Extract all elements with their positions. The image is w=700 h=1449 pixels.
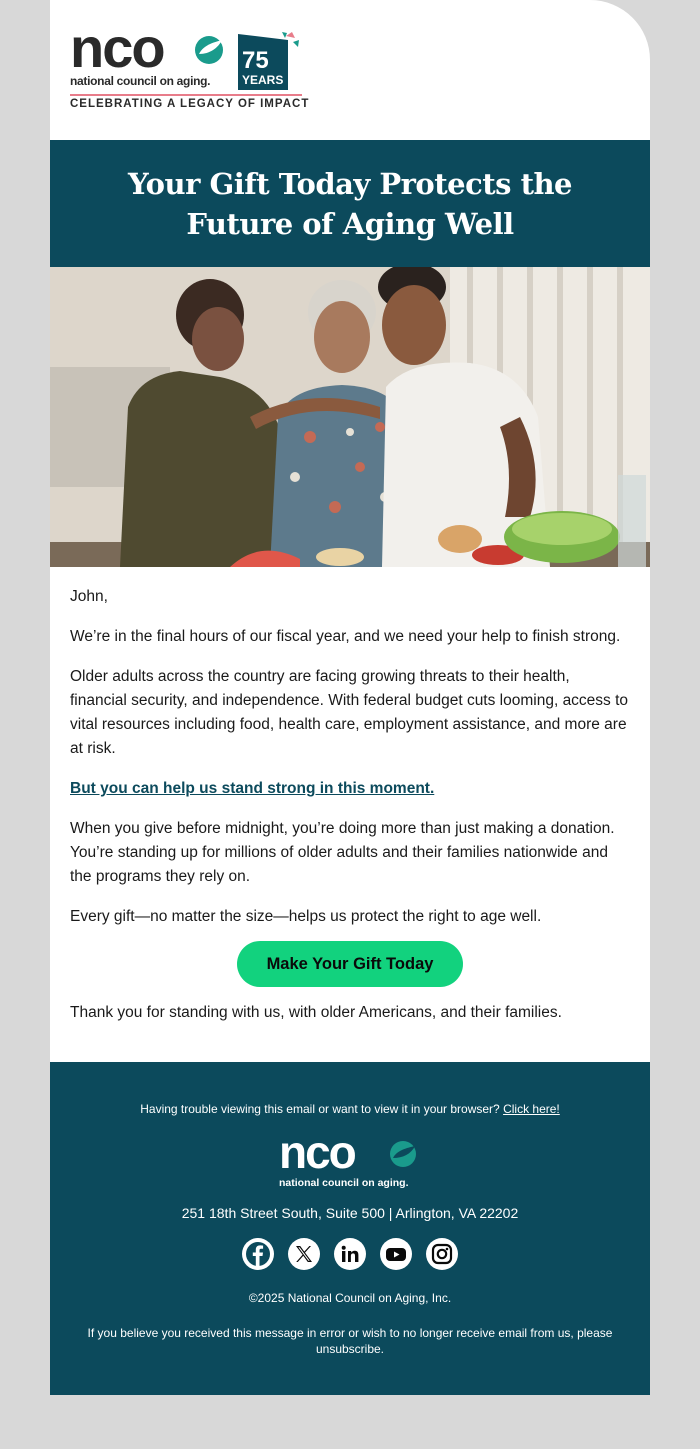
- cta-row: [70, 941, 630, 987]
- footer-ncoa-logo[interactable]: [279, 1132, 421, 1192]
- email-footer: [50, 1062, 650, 1395]
- unsubscribe-text[interactable]: If you believe you received this message in error or wish to no longer receive email from us, please unsubscribe.: [87, 1326, 613, 1356]
- logo-divider: [70, 94, 302, 96]
- badge-word: YEARS: [242, 73, 284, 87]
- view-in-browser-link[interactable]: Click here!: [503, 1102, 560, 1116]
- headline: Your Gift Today Protects the Future of Aging Well: [127, 166, 573, 241]
- footer-logo-tagline: national council on aging.: [279, 1177, 409, 1189]
- x-icon[interactable]: [288, 1238, 320, 1270]
- email-container: [50, 0, 650, 1413]
- logo-tagline: national council on aging.: [70, 74, 211, 88]
- greeting: John,: [70, 588, 108, 605]
- headline-banner: [50, 140, 650, 267]
- stand-strong-paragraph: [70, 777, 630, 801]
- social-links: [50, 1238, 650, 1270]
- paragraph-threats: Older adults across the country are facing growing threats to their health, financial security, and independence. With federal budget cuts looming, access to vital resources including food, health care, employment assistance, and more are at risk.: [70, 668, 629, 757]
- youtube-icon[interactable]: [380, 1238, 412, 1270]
- instagram-icon[interactable]: [426, 1238, 458, 1270]
- facebook-icon[interactable]: [242, 1238, 274, 1270]
- hero-image[interactable]: [50, 267, 650, 567]
- stand-strong-link[interactable]: But you can help us stand strong in this moment.: [70, 780, 435, 797]
- email-header: [50, 0, 650, 140]
- footer-logo-wordmark: nco: [279, 1132, 355, 1178]
- paragraph-fiscal-year: We’re in the final hours of our fiscal year, and we need your help to finish strong.: [70, 628, 621, 645]
- hero-photo-illustration: [50, 267, 650, 567]
- email-body: [50, 567, 650, 1062]
- badge-number: 75: [242, 47, 269, 74]
- copyright: ©2025 National Council on Aging, Inc.: [248, 1291, 452, 1305]
- trouble-text: Having trouble viewing this email or want to view it in your browser?: [140, 1102, 500, 1116]
- closing: Thank you for standing with us, with older Americans, and their families.: [70, 1004, 562, 1021]
- view-in-browser-text: [50, 1102, 650, 1116]
- 75-years-badge: [238, 30, 302, 90]
- paragraph-every-gift: Every gift—no matter the size—helps us protect the right to age well.: [70, 908, 542, 925]
- leaf-icon: [192, 32, 226, 66]
- logo-wordmark: nco: [70, 16, 164, 79]
- mailing-address: 251 18th Street South, Suite 500 | Arlington, VA 22202: [181, 1205, 519, 1221]
- paragraph-give-before-midnight: When you give before midnight, you’re doing more than just making a donation. You’re standing up for millions of older adults and their families nationwide and the programs they rely on.: [70, 820, 615, 885]
- linkedin-icon[interactable]: [334, 1238, 366, 1270]
- celebrate-tagline: CELEBRATING A LEGACY OF IMPACT: [70, 98, 310, 110]
- make-gift-button[interactable]: Make Your Gift Today: [237, 941, 464, 987]
